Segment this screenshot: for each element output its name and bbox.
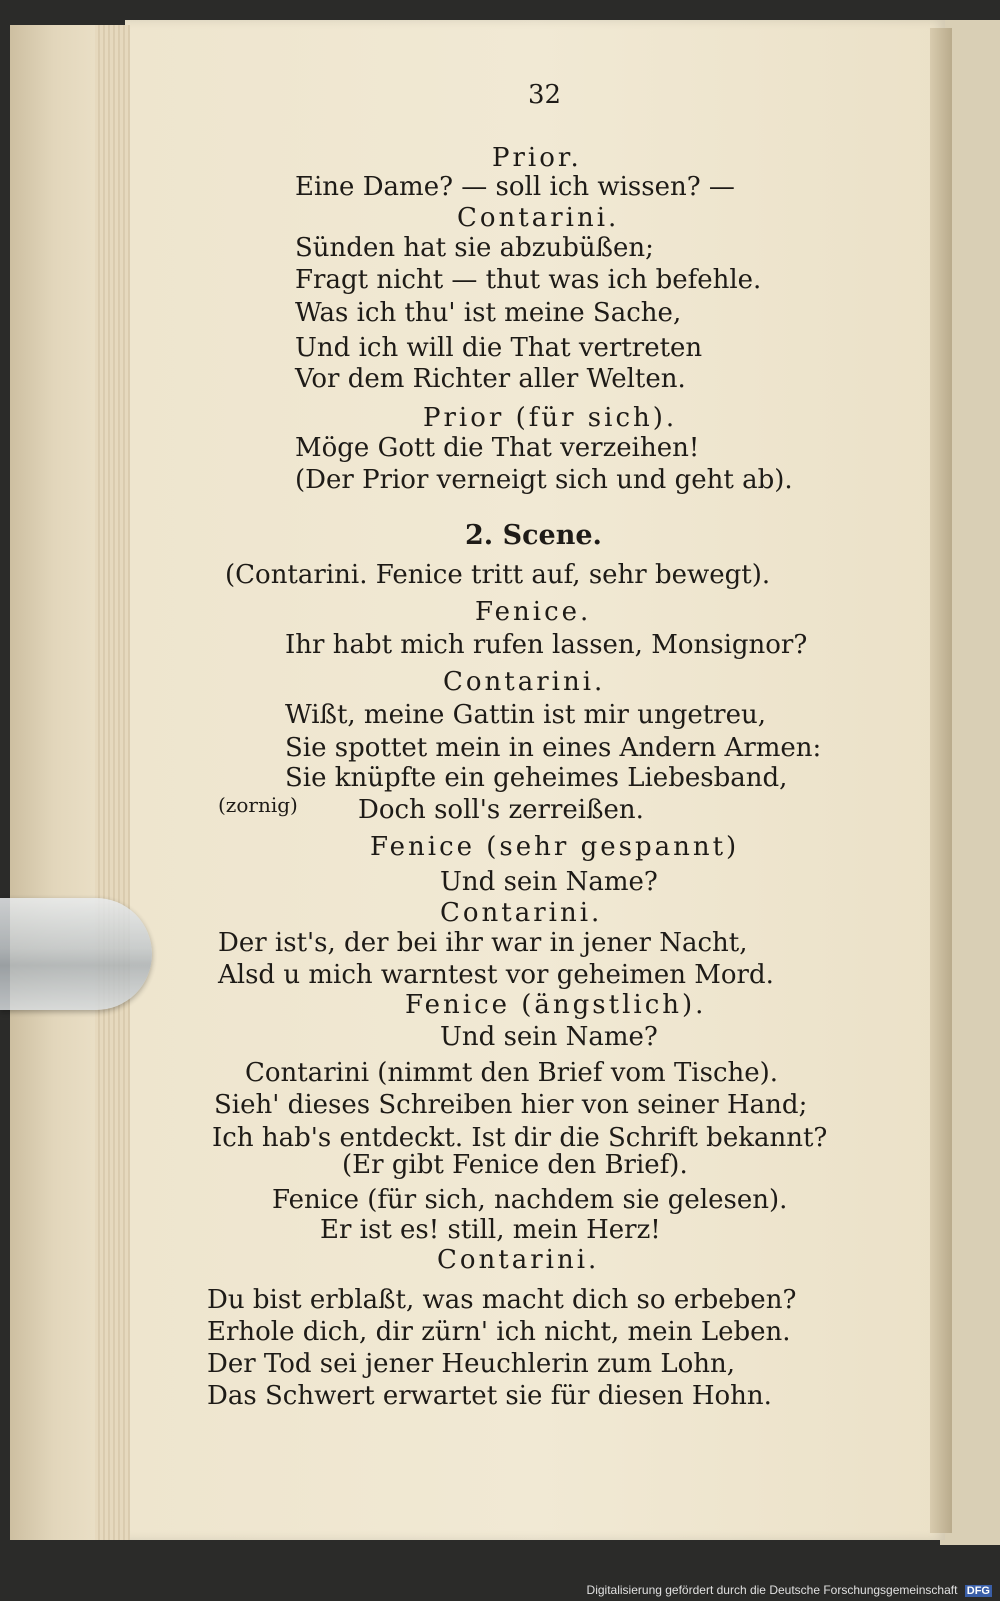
speaker-line: Prior.: [492, 143, 582, 173]
verse-line: Wißt, meine Gattin ist mir ungetreu,: [285, 700, 766, 730]
verse-line: Was ich thu' ist meine Sache,: [295, 298, 682, 328]
verse-line: Vor dem Richter aller Welten.: [295, 364, 686, 394]
verse-line: Alsd u mich warntest vor geheimen Mord.: [218, 960, 774, 990]
speaker-line: Contarini.: [443, 667, 606, 697]
speaker-line: Contarini.: [440, 898, 603, 928]
stage-direction: Contarini (nimmt den Brief vom Tische).: [245, 1058, 779, 1088]
verse-line: Er ist es! still, mein Herz!: [320, 1215, 661, 1245]
stage-direction: Fenice (für sich, nachdem sie gelesen).: [272, 1185, 788, 1215]
speaker-line: Fenice (sehr gespannt): [370, 832, 740, 862]
speaker-line: Fenice.: [475, 597, 592, 627]
verse-line: Der ist's, der bei ihr war in jener Nacht,: [218, 928, 748, 958]
verse-line: Und sein Name?: [440, 1022, 658, 1052]
credit-text: Digitalisierung gefördert durch die Deutsche Forschungsgemeinschaft: [586, 1583, 958, 1597]
verse-line: Ihr habt mich rufen lassen, Monsignor?: [285, 630, 808, 660]
verse-line: Der Tod sei jener Heuchlerin zum Lohn,: [207, 1349, 735, 1379]
stage-direction: (Der Prior verneigt sich und geht ab).: [295, 465, 793, 495]
verse-line: Doch soll's zerreißen.: [358, 795, 644, 825]
dfg-logo: DFG: [966, 1585, 990, 1597]
page-number: 32: [528, 80, 562, 110]
verse-line: Und sein Name?: [440, 867, 658, 897]
scene-heading: 2. Scene.: [465, 520, 602, 551]
verse-line: Sünden hat sie abzubüßen;: [295, 233, 654, 263]
verse-line: Sie knüpfte ein geheimes Liebesband,: [285, 763, 788, 793]
verse-line: Eine Dame? — soll ich wissen? —: [295, 172, 735, 202]
page-clip: [0, 898, 152, 1010]
verse-line: Sie spottet mein in eines Andern Armen:: [285, 733, 822, 763]
verse-line: Fragt nicht — thut was ich befehle.: [295, 265, 762, 295]
digitization-credit: [587, 1583, 992, 1597]
stage-direction: (zornig): [218, 793, 298, 817]
verse-line: Du bist erblaßt, was macht dich so erbeben?: [207, 1285, 797, 1315]
stage-direction: (Er gibt Fenice den Brief).: [342, 1150, 688, 1180]
verse-line: Und ich will die That vertreten: [295, 333, 703, 363]
verse-line: Möge Gott die That verzeihen!: [295, 433, 700, 463]
speaker-line: Contarini.: [437, 1245, 600, 1275]
stage-direction: (Contarini. Fenice tritt auf, sehr bewegt).: [225, 560, 771, 590]
verse-line: Das Schwert erwartet sie für diesen Hohn.: [207, 1381, 772, 1411]
speaker-line: Prior (für sich).: [423, 403, 678, 433]
verse-line: Ich hab's entdeckt. Ist dir die Schrift bekannt?: [212, 1123, 828, 1153]
speaker-line: Contarini.: [457, 203, 620, 233]
speaker-line: Fenice (ängstlich).: [405, 990, 707, 1020]
verse-line: Erhole dich, dir zürn' ich nicht, mein Leben.: [207, 1317, 791, 1347]
verse-line: Sieh' dieses Schreiben hier von seiner Hand;: [214, 1090, 808, 1120]
